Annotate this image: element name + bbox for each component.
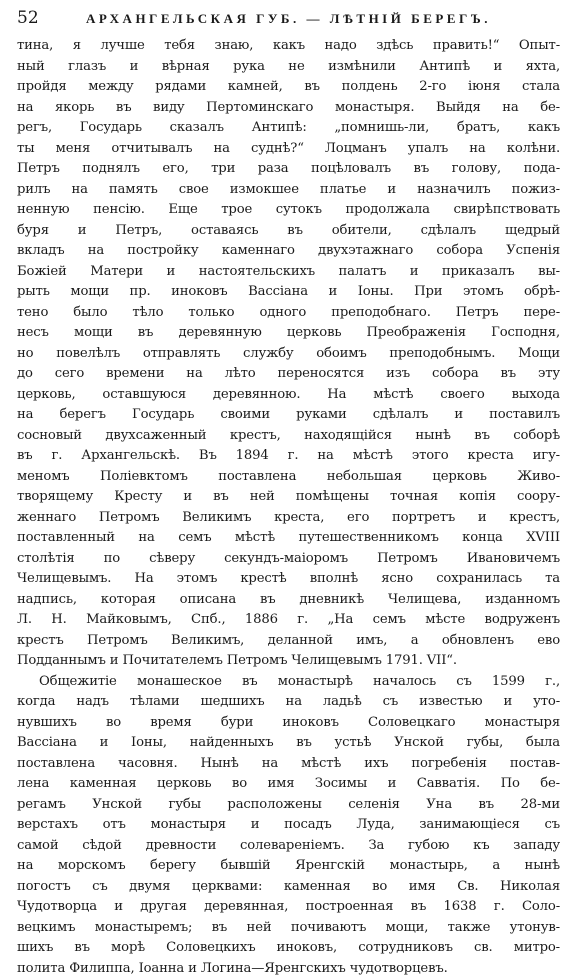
text-line: но повелѣлъ отправлять службу обоимъ преподобнымъ. Мощи bbox=[17, 344, 560, 365]
text-line: надпись, которая описана въ дневникѣ Челищева, изданномъ bbox=[17, 590, 560, 611]
text-line: крестъ Петромъ Великимъ, деланной имъ, а обновленъ ево bbox=[17, 631, 560, 652]
text-line: Общежитіе монашеское въ монастырѣ началось съ 1599 г., bbox=[17, 672, 560, 693]
text-line: на берегъ Государь своими руками сдѣлалъ и поставилъ bbox=[17, 405, 560, 426]
text-line: вкладъ на постройку каменнаго двухэтажнаго собора Успенія bbox=[17, 241, 560, 262]
text-line: регъ, Государь сказалъ Антипѣ: „помнишь-ли, братъ, какъ bbox=[17, 118, 560, 139]
text-line: сосновый двухсаженный крестъ, находящійся нынѣ въ соборѣ bbox=[17, 426, 560, 447]
text-line: несъ мощи въ деревянную церковь Преображенія Господня, bbox=[17, 323, 560, 344]
text-line: Чудотворца и другая деревянная, построенная въ 1638 г. Соло- bbox=[17, 897, 560, 918]
text-line: въ г. Архангельскѣ. Въ 1894 г. на мѣстѣ этого креста игу- bbox=[17, 446, 560, 467]
text-line: лена каменная церковь во имя Зосимы и Савватія. По бе- bbox=[17, 774, 560, 795]
text-line: столѣтія по сѣверу секундъ-маіоромъ Петромъ Ивановичемъ bbox=[17, 549, 560, 570]
text-line: рыть мощи пр. иноковъ Вассіана и Іоны. При этомъ обрѣ- bbox=[17, 282, 560, 303]
text-line: Подданнымъ и Почитателемъ Петромъ Челищевымъ 1791. VII“. bbox=[17, 651, 560, 672]
text-line: Божіей Матери и настоятельскихъ палатъ и приказалъ вы- bbox=[17, 262, 560, 283]
text-line: ненную пенсію. Еще трое сутокъ продолжала свирѣпствовать bbox=[17, 200, 560, 221]
text-line: нувшихъ во время бури иноковъ Соловецкаго монастыря bbox=[17, 713, 560, 734]
body-text bbox=[17, 36, 560, 979]
text-line: верстахъ отъ монастыря и посадъ Луда, занимающіеся съ bbox=[17, 815, 560, 836]
text-line: до сего времени на лѣто переносятся изъ собора въ эту bbox=[17, 364, 560, 385]
text-line: меномъ Поліевктомъ поставлена небольшая церковь Живо- bbox=[17, 467, 560, 488]
text-line: когда надъ тѣлами шедшихъ на ладьѣ съ известью и уто- bbox=[17, 692, 560, 713]
page-number: 52 bbox=[17, 8, 39, 28]
text-line: Петръ поднялъ его, три раза поцѣловалъ въ голову, пода- bbox=[17, 159, 560, 180]
text-line: буря и Петръ, оставаясь въ обители, сдѣлалъ щедрый bbox=[17, 221, 560, 242]
text-line: творящему Кресту и въ ней помѣщены точная копія cooру- bbox=[17, 487, 560, 508]
text-line: вецкимъ монастыремъ; въ ней почиваютъ мощи, также утонув- bbox=[17, 918, 560, 939]
text-line: полита Филиппа, Іоанна и Логина—Яренгскихъ чудотворцевъ. bbox=[17, 959, 560, 979]
text-line: Челищевымъ. На этомъ крестѣ вполнѣ ясно сохранилась та bbox=[17, 569, 560, 590]
text-line: на якорь въ виду Пертоминскаго монастыря. Выйдя на бе- bbox=[17, 98, 560, 119]
text-line: поставленный на семъ мѣстѣ путешественникомъ конца XVIII bbox=[17, 528, 560, 549]
text-line: погостъ съ двумя церквами: каменная во имя Св. Николая bbox=[17, 877, 560, 898]
text-line: Вассіана и Іоны, найденныхъ въ устьѣ Унской губы, была bbox=[17, 733, 560, 754]
text-line: пройдя между рядами камней, въ полдень 2-го іюня стала bbox=[17, 77, 560, 98]
text-line: ный глазъ и вѣрная рука не измѣнили Антипѣ и яхта, bbox=[17, 57, 560, 78]
text-line: поставлена часовня. Нынѣ на мѣстѣ ихъ погребенія постав- bbox=[17, 754, 560, 775]
text-line: женнаго Петромъ Великимъ креста, его портретъ и крестъ, bbox=[17, 508, 560, 529]
text-line: ты меня отчитывалъ на суднѣ?“ Лоцманъ упалъ на колѣни. bbox=[17, 139, 560, 160]
text-line: тина, я лучше тебя знаю, какъ надо здѣсь править!“ Опыт- bbox=[17, 36, 560, 57]
text-line: на морскомъ берегу бывшій Яренгскій монастырь, а нынѣ bbox=[17, 856, 560, 877]
text-line: тено было тѣло только одного преподобнаго. Петръ пере- bbox=[17, 303, 560, 324]
running-head: АРХАНГЕЛЬСКАЯ ГУБ. — ЛѢТНІЙ БЕРЕГЪ. bbox=[17, 11, 560, 27]
text-line: церковь, оставшуюся деревянною. На мѣстѣ своего выхода bbox=[17, 385, 560, 406]
text-line: регамъ Унской губы расположены селенія Уна въ 28-ми bbox=[17, 795, 560, 816]
text-line: рилъ на память свое измокшее платье и назначилъ пожиз- bbox=[17, 180, 560, 201]
text-line: шихъ въ морѣ Соловецкихъ иноковъ, сотрудниковъ св. митро- bbox=[17, 938, 560, 959]
page-header bbox=[17, 6, 560, 36]
text-line: Л. Н. Майковымъ, Спб., 1886 г. „На семъ мѣсте водруженъ bbox=[17, 610, 560, 631]
text-line: самой сѣдой древности солевареніемъ. За губою къ западу bbox=[17, 836, 560, 857]
